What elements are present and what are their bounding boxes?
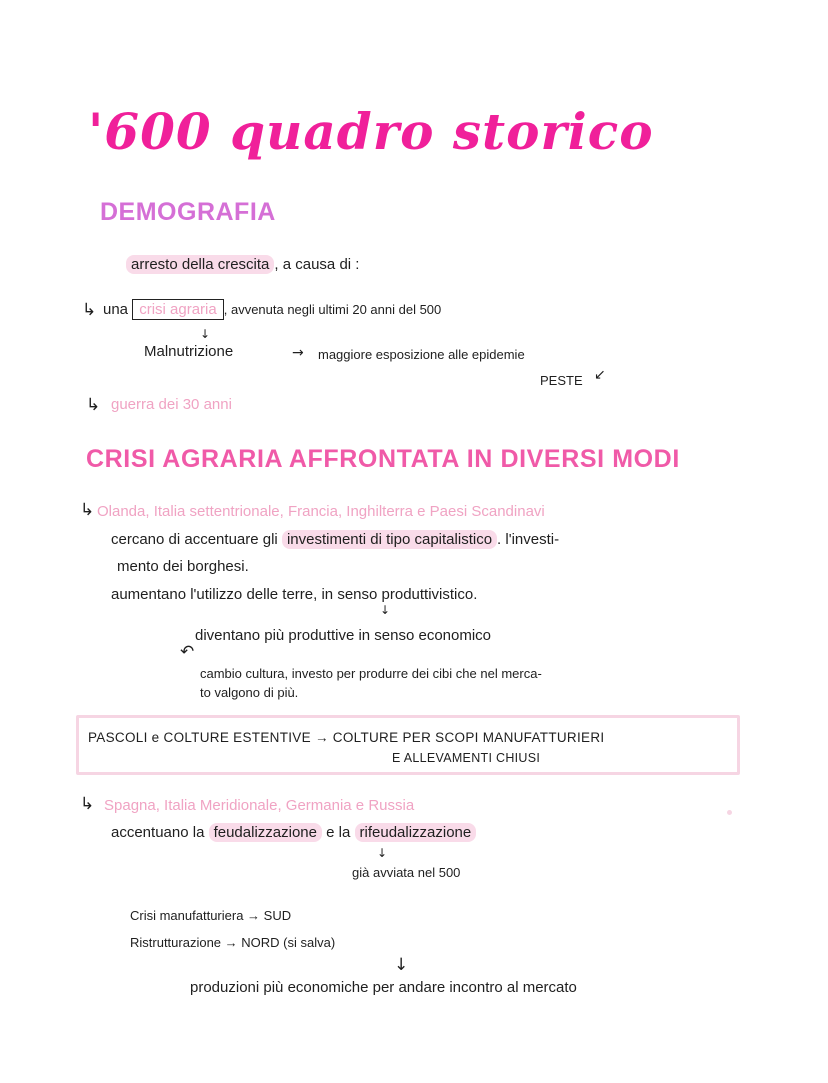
peste-label: PESTE (540, 373, 583, 388)
heading-crisi-agraria: CRISI AGRARIA AFFRONTATA IN DIVERSI MODI (86, 445, 680, 473)
north-line-6: to valgono di più. (200, 685, 299, 700)
intro-rest: , a causa di : (274, 256, 360, 273)
branch-arrow-icon: ↳ (86, 395, 101, 415)
north-l1-post: . l'investi- (497, 531, 560, 548)
south-l1-pre: accentuano la (111, 824, 205, 841)
north-line-4: diventano più produttive in senso economico (195, 627, 492, 644)
down-arrow-icon: ↓ (394, 955, 409, 975)
branch-arrow-icon: ↳ (80, 500, 95, 520)
south-line-5: produzioni più economiche per andare incontro al mercato (190, 979, 577, 996)
north-line-2: mento dei borghesi. (117, 558, 249, 575)
south-line-1 (111, 824, 476, 841)
north-l1-highlight: investimenti di tipo capitalistico (282, 530, 497, 549)
north-line-5: cambio cultura, investo per produrre dei cibi che nel merca- (200, 666, 542, 681)
north-line-1 (111, 531, 559, 548)
demografia-intro (126, 256, 359, 273)
exposure: maggiore esposizione alle epidemie (318, 347, 525, 362)
cause1-prefix: una (103, 301, 129, 318)
south-l1-mid: e la (326, 824, 351, 841)
branch-arrow-icon: ↳ (80, 794, 95, 814)
box-line-2: E ALLEVAMENTI CHIUSI (392, 751, 541, 765)
box-line-1: PASCOLI e COLTURE ESTENTIVE → COLTURE PER SCOPI MANUFATTURIERI (88, 730, 605, 745)
malnutrizione: Malnutrizione (144, 343, 234, 360)
stray-dot (727, 810, 732, 815)
cause1-boxed: crisi agraria (132, 299, 224, 320)
curved-arrow-icon: ↶ (180, 642, 195, 662)
right-arrow-icon: → (292, 345, 304, 361)
south-line-4: Ristrutturazione → NORD (si salva) (130, 935, 336, 950)
intro-highlight: arresto della crescita (126, 255, 274, 274)
page-title: '600 quadro storico (88, 102, 654, 161)
heading-demografia: DEMOGRAFIA (100, 198, 276, 226)
north-l1-pre: cercano di accentuare gli (111, 531, 278, 548)
up-left-arrow-icon: ↙ (594, 367, 606, 383)
south-line-2: già avviata nel 500 (352, 865, 461, 880)
branch-arrow-icon: ↳ (82, 300, 97, 320)
cause-2: guerra dei 30 anni (111, 396, 232, 413)
summary-box (76, 715, 740, 775)
south-countries: Spagna, Italia Meridionale, Germania e Russia (104, 797, 415, 814)
down-arrow-icon: ↓ (380, 603, 391, 617)
cause-1 (103, 301, 441, 318)
south-line-3: Crisi manufatturiera → SUD (130, 908, 292, 923)
down-arrow-icon: ↓ (377, 846, 388, 860)
down-arrow-icon: ↓ (200, 327, 211, 341)
cause1-rest: , avvenuta negli ultimi 20 anni del 500 (223, 302, 442, 317)
south-l1-highlight-1: feudalizzazione (209, 823, 322, 842)
north-line-3: aumentano l'utilizzo delle terre, in senso produttivistico. (111, 586, 478, 603)
south-l1-highlight-2: rifeudalizzazione (355, 823, 477, 842)
north-countries: Olanda, Italia settentrionale, Francia, Inghilterra e Paesi Scandinavi (97, 503, 545, 520)
